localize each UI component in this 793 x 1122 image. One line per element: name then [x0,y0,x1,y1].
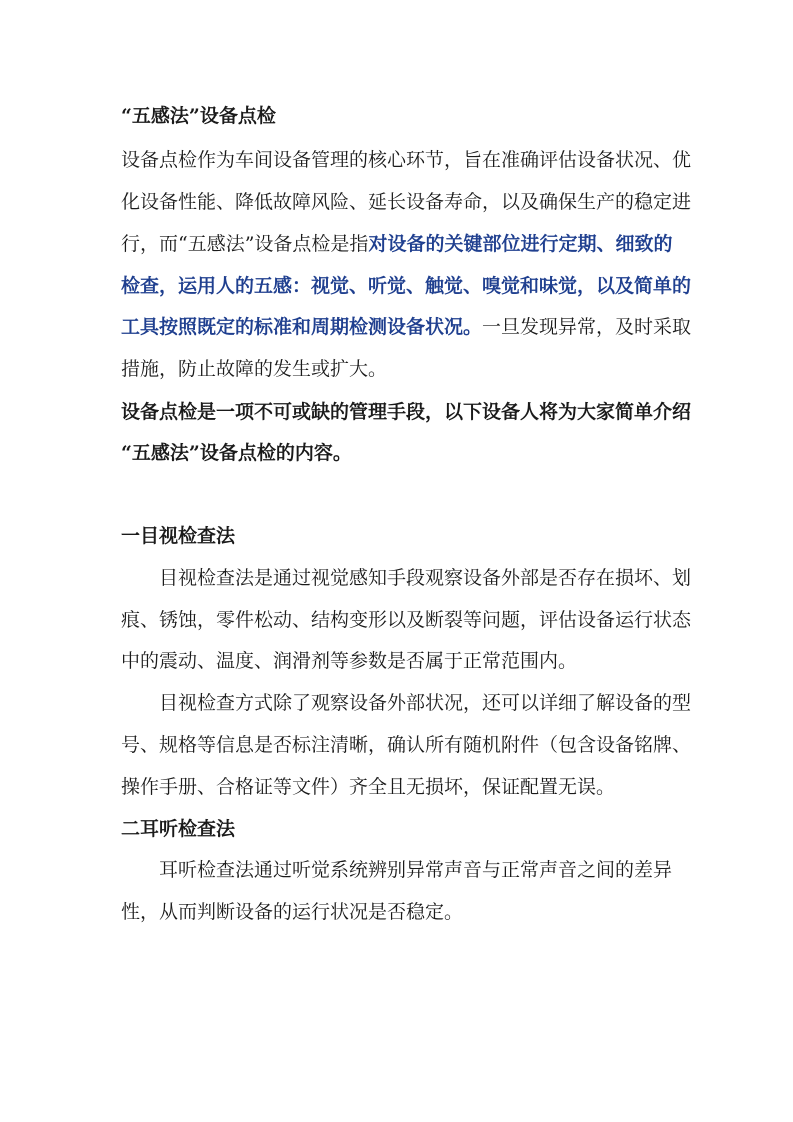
intro-line-5 [121,315,691,339]
intro-line-5-highlight: 工具按照既定的标准和周期检测设备状况。 [121,316,483,338]
document-title: “五感法”设备点检 [121,105,276,127]
section1-p2-line-3: 操作手册、合格证等文件）齐全且无损坏，保证配置无误。 [121,776,616,798]
intro-line-4-highlight: 检查，运用人的五感：视觉、听觉、触觉、嗅觉和味觉，以及简单的 [121,275,692,297]
section1-p1-line-2: 痕、锈蚀，零件松动、结构变形以及断裂等问题，评估设备运行状态 [121,609,692,631]
section1-heading: 一目视检查法 [121,525,236,547]
intro-line-3 [121,232,672,256]
section1-p1-line-1: 目视检查法是通过视觉感知手段观察设备外部是否存在损坏、划 [159,567,692,589]
section2-p1-line-2: 性，从而判断设备的运行状况是否稳定。 [121,901,464,923]
section2-heading: 二耳听检查法 [121,818,236,840]
intro-line-5-plain: 一旦发现异常，及时采取 [482,316,692,338]
summary-bold-line-2: “五感法”设备点检的内容。 [121,442,352,464]
intro-line-6: 措施，防止故障的发生或扩大。 [121,358,388,380]
intro-line-2: 化设备性能、降低故障风险、延长设备寿命，以及确保生产的稳定进 [121,191,692,213]
intro-line-3-highlight: 对设备的关键部位进行定期、细致的 [368,233,673,255]
intro-line-1: 设备点检作为车间设备管理的核心环节，旨在准确评估设备状况、优 [121,149,692,171]
intro-line-3-plain: 行，而“五感法”设备点检是指 [121,233,369,255]
section1-p2-line-1: 目视检查方式除了观察设备外部状况，还可以详细了解设备的型 [159,692,692,714]
summary-bold-line-1: 设备点检是一项不可或缺的管理手段，以下设备人将为大家简单介绍 [121,401,692,423]
section1-p1-line-3: 中的震动、温度、润滑剂等参数是否属于正常范围内。 [121,650,578,672]
section1-p2-line-2: 号、规格等信息是否标注清晰，确认所有随机附件（包含设备铭牌、 [121,734,692,756]
section2-p1-line-1: 耳听检查法通过听觉系统辨别异常声音与正常声音之间的差异 [159,859,673,881]
